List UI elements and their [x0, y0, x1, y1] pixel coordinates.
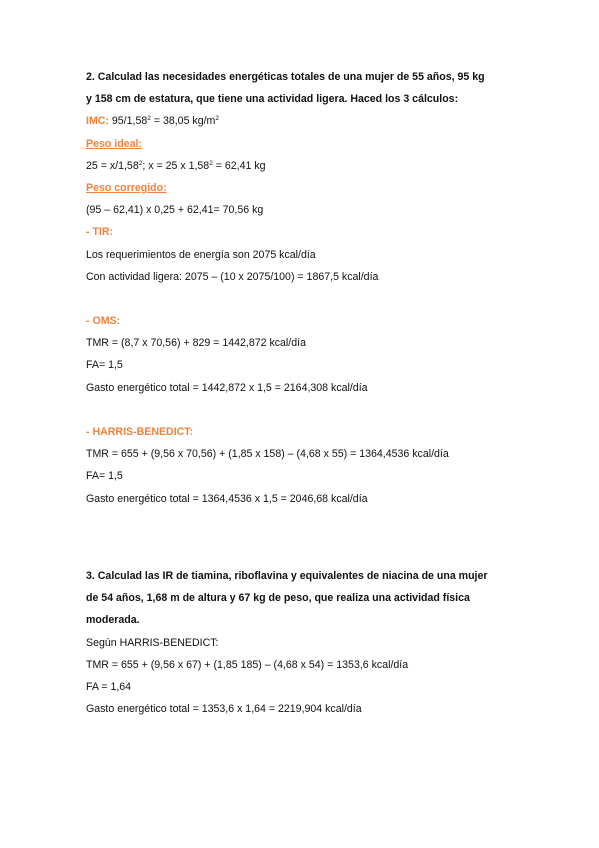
hb-fa: FA= 1,5 — [86, 470, 123, 483]
hb-tmr: TMR = 655 + (9,56 x 70,56) + (1,85 x 158) – (4,68 x 55) = 1364,4536 kcal/día — [86, 448, 449, 461]
spacer — [86, 510, 526, 543]
q2-title-line2: y 158 cm de estatura, que tiene una actividad ligera. Haced los 3 cálculos: — [86, 93, 459, 106]
peso-ideal-line — [86, 155, 526, 177]
peso-ideal-label: Peso ideal: — [86, 137, 142, 150]
q3-title-line3: moderada. — [86, 614, 140, 627]
peso-ideal-sup-b: 2 — [209, 159, 213, 167]
tir-label: - TIR: — [86, 226, 114, 239]
tir-line2: Con actividad ligera: 2075 – (10 x 2075/100) = 1867,5 kcal/día — [86, 270, 379, 283]
oms-total: Gasto energético total = 1442,872 x 1,5 = 2164,308 kcal/día — [86, 381, 368, 394]
peso-corregido-value: (95 – 62,41) x 0,25 + 62,41= 70,56 kg — [86, 204, 264, 217]
imc-text2: = 38,05 kg/m — [150, 115, 216, 128]
oms-tmr: TMR = (8,7 x 70,56) + 829 = 1442,872 kcal/día — [86, 337, 306, 350]
q3-fa: FA = 1,64 — [86, 680, 132, 693]
document-page — [86, 66, 526, 720]
imc-line — [86, 110, 526, 132]
imc-sup: 2 — [147, 115, 151, 123]
q3-total: Gasto energético total = 1353,6 x 1,64 = 2219,904 kcal/día — [86, 703, 362, 716]
peso-corregido-heading — [86, 177, 526, 199]
q3-title-line2 — [86, 587, 514, 609]
peso-ideal-sup-a: 2 — [138, 159, 143, 167]
peso-ideal-a: 25 = x/1,58 — [86, 159, 139, 172]
imc-label: IMC: — [86, 115, 109, 128]
imc-unit-sup: 2 — [215, 115, 219, 123]
tir-line1: Los requerimientos de energía son 2075 kcal/día — [86, 248, 316, 261]
q3-title-line2-text: de 54 años, 1,68 m de altura y 67 kg de peso, que realiza una actividad física — [86, 592, 470, 605]
oms-fa: FA= 1,5 — [86, 359, 123, 372]
hb-total: Gasto energético total = 1364,4536 x 1,5 = 2046,68 kcal/día — [86, 492, 368, 505]
oms-label: - OMS: — [86, 315, 121, 328]
peso-corregido-label: Peso corregido: — [86, 181, 167, 194]
peso-ideal-c: = 62,41 kg — [212, 159, 266, 172]
spacer — [86, 543, 526, 565]
q3-method: Según HARRIS-BENEDICT: — [86, 636, 219, 649]
peso-ideal-heading — [86, 133, 526, 155]
imc-text: 95/1,58 — [108, 115, 148, 128]
q2-title-line1: 2. Calculad las necesidades energéticas totales de una mujer de 55 años, 95 kg — [86, 71, 485, 83]
spacer — [86, 399, 526, 421]
q3-tmr: TMR = 655 + (9,56 x 67) + (1,85 185) – (4,68 x 54) = 1353,6 kcal/día — [86, 658, 409, 671]
spacer — [86, 288, 526, 310]
hb-label: - HARRIS-BENEDICT: — [86, 426, 194, 438]
q3-title-line1: 3. Calculad las IR de tiamina, riboflavina y equivalentes de niacina de una mujer — [86, 569, 488, 582]
peso-ideal-b: ; x = 25 x 1,58 — [142, 159, 210, 172]
